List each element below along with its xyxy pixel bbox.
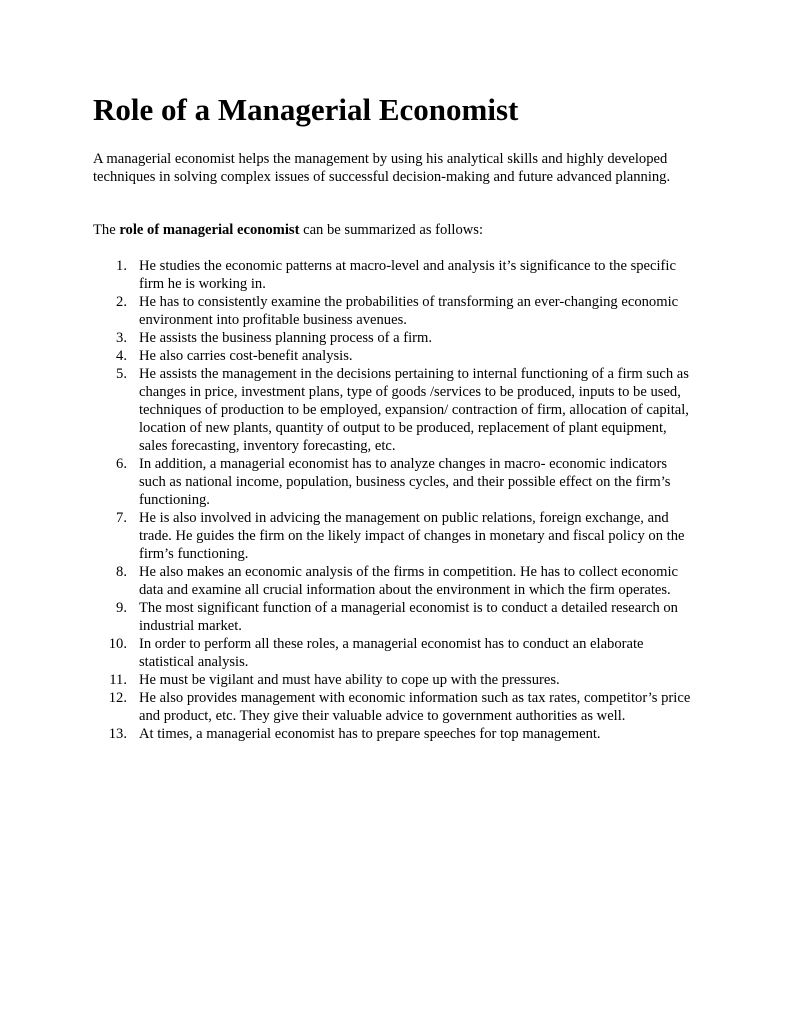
list-number: 5. <box>116 366 127 382</box>
list-item <box>93 293 697 329</box>
list-item-text: He assists the business planning process of a firm. <box>139 330 433 346</box>
list-number: 1. <box>116 258 127 274</box>
list-number: 11. <box>109 672 127 688</box>
list-item-text: He is also involved in advicing the management on public relations, foreign exchange, and trade. He guides the firm on the likely impact of changes in monetary and fiscal policy on the firm’s functioning. <box>139 510 685 562</box>
list-number: 2. <box>116 294 127 310</box>
list-item <box>93 347 697 365</box>
list-item <box>93 455 697 509</box>
list-item <box>93 689 697 725</box>
list-number: 8. <box>116 564 127 580</box>
intro-paragraph: A managerial economist helps the management by using his analytical skills and highly developed techniques in solving complex issues of successful decision-making and future advanced planning. <box>93 151 671 185</box>
list-item <box>93 563 697 599</box>
list-number: 10. <box>108 636 127 652</box>
list-item <box>93 599 697 635</box>
list-item-text: He must be vigilant and must have ability to cope up with the pressures. <box>139 672 560 688</box>
list-number: 4. <box>116 348 127 364</box>
list-number: 7. <box>116 510 127 526</box>
list-number: 12. <box>108 690 127 706</box>
list-number: 9. <box>116 600 127 616</box>
list-item-text: In addition, a managerial economist has to analyze changes in macro- economic indicators such as national income, population, business cycles, and their possible effect on the firm’s functioning. <box>139 456 671 508</box>
roles-list <box>93 257 697 743</box>
list-item-text: He assists the management in the decisions pertaining to internal functioning of a firm such as changes in price, investment plans, type of goods /services to be produced, inputs to be used, techniques of production to be employed, expansion/ contraction of firm, allocation of capital, location of new plants, quantity of output to be produced, replacement of plant equipment, sales forecasting, inventory forecasting, etc. <box>139 366 689 454</box>
list-item <box>93 365 697 455</box>
list-item-text: He has to consistently examine the probabilities of transforming an ever-changing economic environment into profitable business avenues. <box>139 294 679 328</box>
list-item <box>93 257 697 293</box>
list-item <box>93 329 697 347</box>
list-item-text: He also carries cost-benefit analysis. <box>139 348 353 364</box>
list-item-text: In order to perform all these roles, a managerial economist has to conduct an elaborate statistical analysis. <box>139 636 644 670</box>
list-item <box>93 725 697 743</box>
lead-text-before: The <box>93 222 120 238</box>
list-item-text: He also makes an economic analysis of the firms in competition. He has to collect economic data and examine all crucial information about the environment in which the firm operates. <box>139 564 678 598</box>
list-item-text: At times, a managerial economist has to prepare speeches for top management. <box>139 726 601 742</box>
list-item-text: He also provides management with economic information such as tax rates, competitor’s price and product, etc. They give their valuable advice to government authorities as well. <box>139 690 691 724</box>
list-number: 6. <box>116 456 127 472</box>
lead-bold-phrase: role of managerial economist <box>119 222 300 238</box>
list-item-text: He studies the economic patterns at macro-level and analysis it’s significance to the specific firm he is working in. <box>139 258 676 292</box>
lead-text-after: can be summarized as follows: <box>299 222 484 238</box>
list-item-text: The most significant function of a managerial economist is to conduct a detailed research on industrial market. <box>139 600 678 634</box>
lead-sentence <box>93 221 483 239</box>
list-item <box>93 509 697 563</box>
page-title: Role of a Managerial Economist <box>93 92 519 127</box>
list-item <box>93 671 697 689</box>
list-number: 13. <box>108 726 127 742</box>
list-number: 3. <box>116 330 127 346</box>
list-item <box>93 635 697 671</box>
